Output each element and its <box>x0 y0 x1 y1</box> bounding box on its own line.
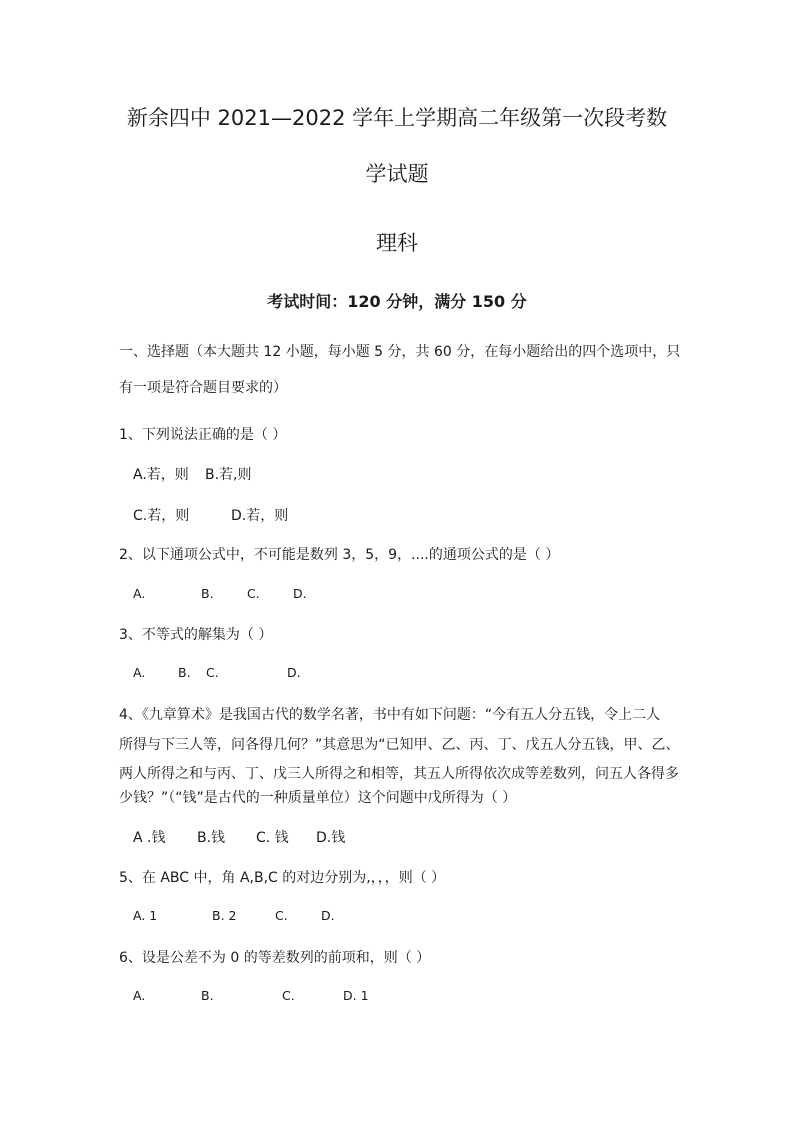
exam-time-info: 考试时间：120 分钟，满分 150 分 <box>267 292 527 311</box>
question-3-option-a: A. <box>133 665 146 680</box>
question-3-option-c: C. <box>206 665 219 680</box>
question-5-option-a: A. 1 <box>133 908 158 923</box>
question-4-option-a: A .钱 <box>133 830 166 846</box>
question-4-stem-line4: 少钱？”（“钱”是古代的一种质量单位）这个问题中戊所得为（ ） <box>119 790 517 806</box>
question-6-option-d: D. 1 <box>343 988 369 1003</box>
question-1-option-c: C.若，则 <box>133 508 190 524</box>
question-3-option-b: B. <box>178 665 191 680</box>
exam-title-line2: 学试题 <box>365 162 429 186</box>
question-4-stem-line3: 两人所得之和与丙、丁、戊三人所得之和相等，其五人所得依次成等差数列，问五人各得多 <box>119 766 679 782</box>
question-6-option-c: C. <box>282 988 295 1003</box>
question-3-stem: 3、不等式的解集为（ ） <box>119 627 273 643</box>
section-heading-line2: 有一项是符合题目要求的） <box>119 380 287 396</box>
question-5-option-c: C. <box>275 908 288 923</box>
question-5-stem: 5、在 ABC 中，角 A,B,C 的对边分别为,，，，则（ ） <box>119 870 446 886</box>
question-1-option-b: B.若,则 <box>205 467 252 483</box>
question-4-option-c: C. 钱 <box>256 830 289 846</box>
question-6-option-b: B. <box>201 988 214 1003</box>
question-2-option-a: A. <box>133 586 146 601</box>
exam-subject: 理科 <box>376 231 418 255</box>
section-heading-line1: 一、选择题（本大题共 12 小题，每小题 5 分，共 60 分，在每小题给出的四个选项中，只 <box>119 344 681 360</box>
question-1-option-a: A.若，则 <box>133 467 189 483</box>
question-2-option-c: C. <box>247 586 260 601</box>
question-4-option-d: D.钱 <box>316 830 346 846</box>
question-5-option-b: B. 2 <box>212 908 237 923</box>
question-3-option-d: D. <box>287 665 301 680</box>
question-4-option-b: B.钱 <box>197 830 226 846</box>
question-5-option-d: D. <box>321 908 335 923</box>
question-1-option-d: D.若，则 <box>231 508 289 524</box>
question-4-stem-line2: 所得与下三人等，问各得几何？”其意思为“已知甲、乙、丙、丁、戊五人分五钱，甲、乙、 <box>119 737 680 753</box>
question-6-stem: 6、设是公差不为 0 的等差数列的前项和，则（ ） <box>119 950 431 966</box>
question-2-option-d: D. <box>293 586 307 601</box>
question-1-stem: 1、下列说法正确的是（ ） <box>119 427 287 443</box>
question-2-stem: 2、以下通项公式中，不可能是数列 3，5，9，....的通项公式的是（ ） <box>119 547 560 563</box>
question-2-option-b: B. <box>201 586 214 601</box>
exam-title-line1: 新余四中 2021—2022 学年上学期高二年级第一次段考数 <box>126 106 668 130</box>
question-6-option-a: A. <box>133 988 146 1003</box>
question-4-stem-line1: 4、《九章算术》是我国古代的数学名著，书中有如下问题：“今有五人分五钱，令上二人 <box>119 707 661 723</box>
